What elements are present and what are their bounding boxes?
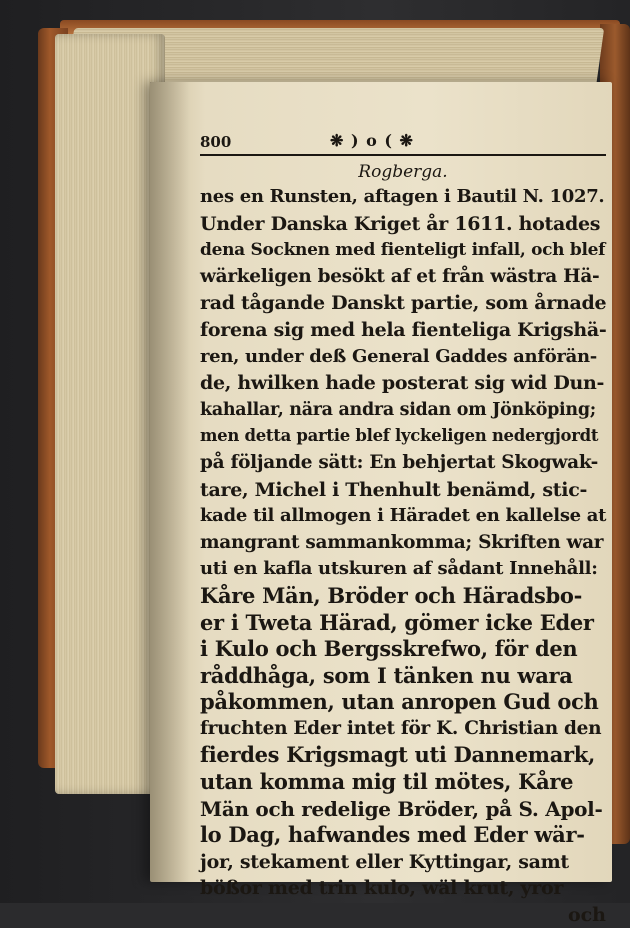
page-text-block xyxy=(200,130,606,928)
text-line: på följande sätt: En behjertat Skogwak- xyxy=(200,451,599,473)
text-line: men detta partie blef lyckeligen nedergjordt xyxy=(200,426,599,446)
text-line: Kåre Män, Bröder och Häradsbo- xyxy=(200,582,582,608)
text-line: utan komma mig til mötes, Kåre xyxy=(200,769,574,795)
text-line: Män och redelige Bröder, på S. Apol- xyxy=(200,796,603,821)
page-number: 800 xyxy=(200,133,232,151)
text-line: fierdes Krigsmagt uti Dannemark, xyxy=(200,742,596,768)
text-line: kade til allmogen i Häradet en kallelse at xyxy=(200,505,607,527)
text-line: de, hwilken hade posterat sig wid Dun- xyxy=(200,372,605,395)
text-line: wärkeligen besökt af et från wästra Hä- xyxy=(200,265,600,287)
text-line: bößor med trin kulo, wäl krut, yror xyxy=(200,877,564,900)
text-line: forena sig med hela fienteliga Krigshä- xyxy=(200,318,607,341)
text-line: lo Dag, hafwandes med Eder wär- xyxy=(200,822,585,848)
text-line: påkommen, utan anropen Gud och xyxy=(200,689,599,715)
text-line: rad tågande Danskt partie, som årnade xyxy=(200,292,607,315)
text-line: er i Tweta Härad, gömer icke Eder xyxy=(200,609,594,635)
running-head xyxy=(200,130,606,156)
section-title: Rogberga. xyxy=(358,162,448,182)
text-line: kahallar, nära andra sidan om Jönköping; xyxy=(200,399,596,420)
text-line: råddhåga, som I tänken nu wara xyxy=(200,662,573,688)
body-text xyxy=(200,184,606,902)
text-line: ren, under deß General Gaddes anförän- xyxy=(200,345,597,367)
text-line: Under Danska Kriget år 1611. hotades xyxy=(200,212,601,235)
header-ornament: ❋ ) o ( ❋ xyxy=(330,131,414,150)
text-line: i Kulo och Bergsskrefwo, för den xyxy=(200,636,578,662)
text-line: mangrant sammankomma; Skriften war xyxy=(200,531,604,553)
catchword: och xyxy=(567,904,606,927)
text-line: jor, stekament eller Kyttingar, samt xyxy=(200,850,569,873)
text-line: dena Socknen med fienteligt infall, och blef xyxy=(200,240,606,261)
text-line: tare, Michel i Thenhult benämd, stic- xyxy=(200,478,588,501)
text-line: nes en Runsten, aftagen i Bautil N. 1027. xyxy=(200,186,605,207)
text-line: uti en kafla utskuren af sådant Innehåll: xyxy=(200,558,598,580)
text-line: fruchten Eder intet för K. Christian den xyxy=(200,717,602,739)
page-stack-left-edges xyxy=(55,34,165,794)
book-page xyxy=(150,82,612,927)
